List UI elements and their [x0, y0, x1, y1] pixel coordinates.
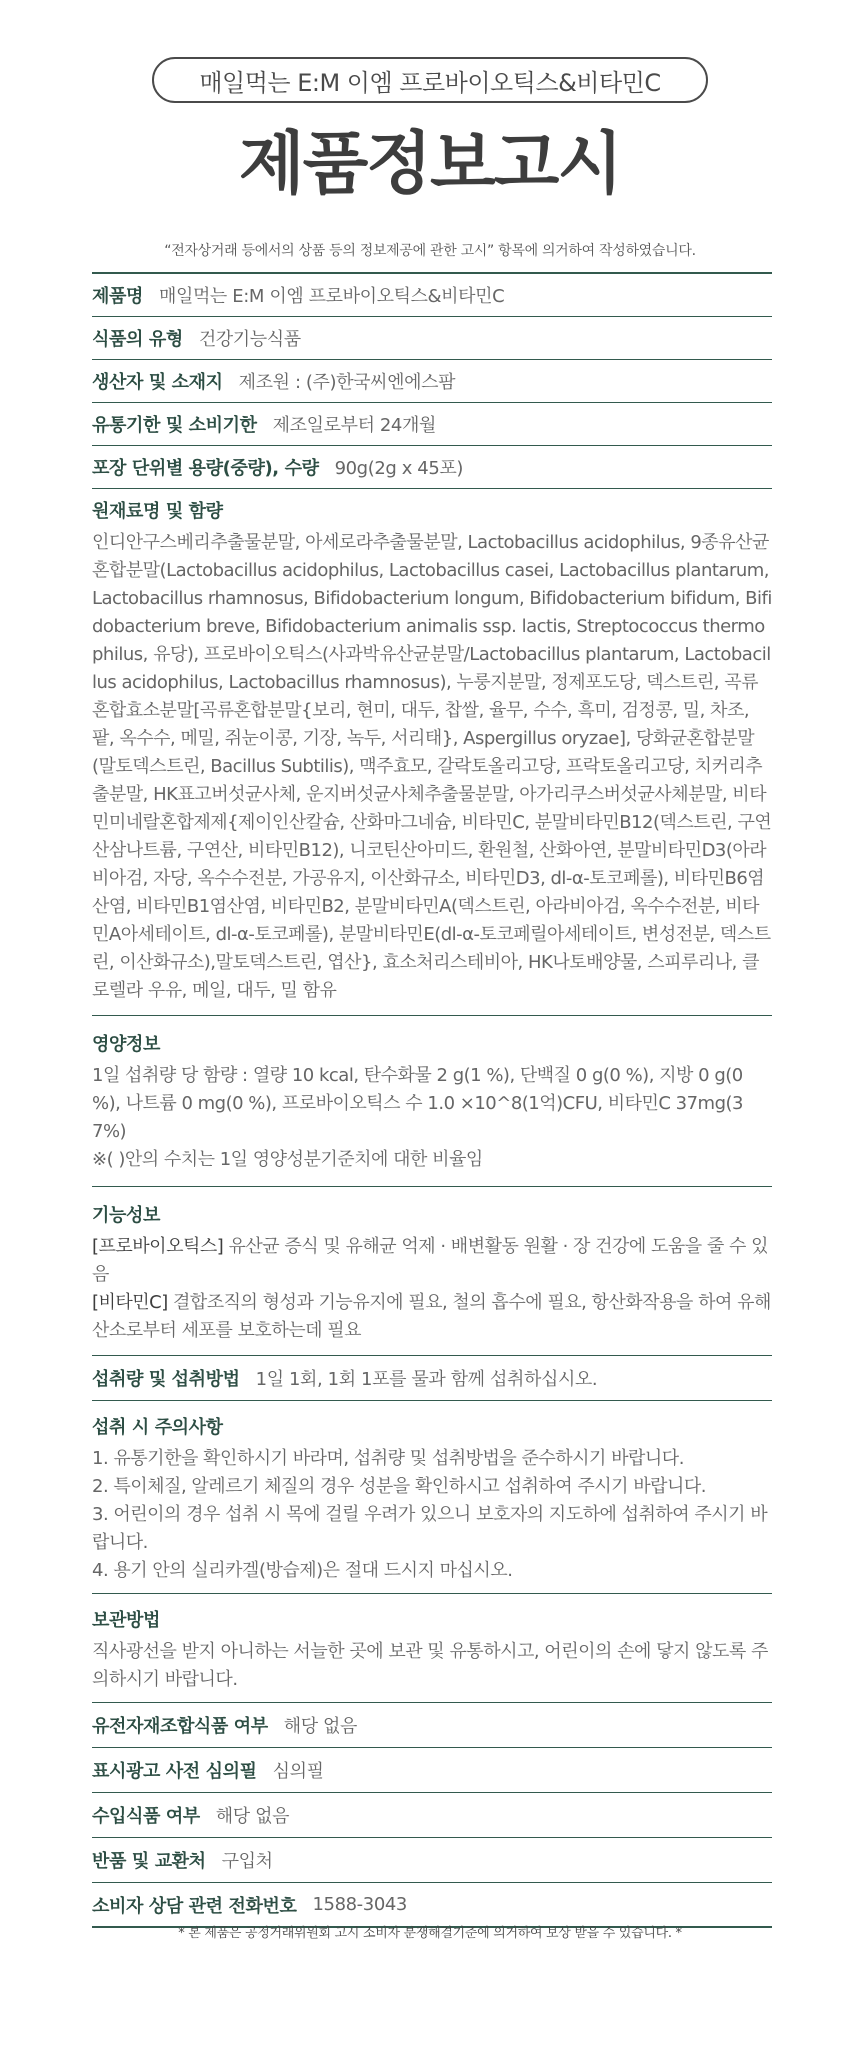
row-value: 해당 없음 [215, 1806, 290, 1827]
row-value: 제조원 : (주)한국씨엔에스팜 [238, 372, 456, 393]
row-value: 1588-3043 [312, 1894, 407, 1915]
function-text: 유산균 증식 및 유해균 억제 · 배변활동 원활 · 장 건강에 도움을 줄 수 있음 [92, 1236, 769, 1285]
storage-text: 직사광선을 받지 아니하는 서늘한 곳에 보관 및 유통하시고, 어린이의 손에 닿지 않도록 주의하시기 바랍니다. [92, 1641, 768, 1690]
row-value: 매일먹는 E:M 이엠 프로바이오틱스&비타민C [158, 286, 505, 307]
row-label: 유전자재조합식품 여부 [92, 1716, 268, 1737]
caution-list [92, 1445, 772, 1585]
nutrition-values: 1일 섭취량 당 함량 : 열량 10 kcal, 탄수화물 2 g(1 %), 단백질 0 g(0 %), 지방 0 g(0 %), 나트륨 0 mg(0 %), 프로바이오틱스 수 1.0 ×10^8(1억)CFU, 비타민C 37mg(37%) [92, 1065, 743, 1142]
row-nutrition [92, 1016, 772, 1187]
row-label: 표시광고 사전 심의필 [92, 1761, 257, 1782]
product-name-pill [152, 57, 708, 103]
row-value: 해당 없음 [283, 1716, 358, 1737]
row-product-name [92, 274, 772, 317]
caution-item: 4. 용기 안의 실리카겔(방습제)은 절대 드시지 마십시오. [92, 1560, 513, 1581]
row-intake [92, 1356, 772, 1401]
row-ad-review [92, 1748, 772, 1793]
caution-item: 3. 어린이의 경우 섭취 시 목에 걸릴 우려가 있으니 보호자의 지도하에 섭취하여 주시기 바랍니다. [92, 1504, 768, 1553]
compensation-footnote: * 본 제품은 공정거래위원회 고시 소비자 분쟁해결기준에 의거하여 보상 받을 수 있습니다. * [178, 1926, 682, 1941]
row-label: 영양정보 [92, 1034, 160, 1055]
row-value: 1일 1회, 1회 1포를 물과 함께 섭취하십시오. [255, 1369, 598, 1390]
row-label: 소비자 상담 관련 전화번호 [92, 1895, 297, 1917]
row-label: 수입식품 여부 [92, 1806, 200, 1827]
function-tag: [프로바이오틱스] [92, 1236, 224, 1257]
page-title: 제품정보고시 [238, 125, 622, 204]
function-item-vitamin-c [92, 1289, 772, 1345]
row-value: 구입처 [221, 1851, 273, 1872]
row-label: 포장 단위별 용량(중량), 수량 [92, 458, 319, 479]
function-item-probiotics [92, 1233, 772, 1289]
row-ingredients [92, 489, 772, 1016]
function-tag: [비타민C] [92, 1292, 168, 1313]
row-label: 보관방법 [92, 1610, 160, 1631]
intro-note: “전자상거래 등에서의 상품 등의 정보제공에 관한 고시” 항목에 의거하여 작성하였습니다. [164, 243, 696, 259]
caution-item: 1. 유통기한을 확인하시기 바라며, 섭취량 및 섭취방법을 준수하시기 바랍니다. [92, 1448, 684, 1469]
nutrition-note: ※( )안의 수치는 1일 영양성분기준치에 대한 비율임 [92, 1149, 483, 1170]
row-value: 건강기능식품 [198, 329, 301, 350]
row-label: 섭취량 및 섭취방법 [92, 1369, 240, 1390]
row-label: 식품의 유형 [92, 329, 183, 350]
row-caution [92, 1401, 772, 1594]
product-name-pill-text: 매일먹는 E:M 이엠 프로바이오틱스&비타민C [199, 68, 661, 97]
ingredients-text: 인디안구스베리추출물분말, 아세로라추출물분말, Lactobacillus acidophilus, 9종유산균혼합분말(Lactobacillus acidophilus, Lactobacillus casei, Lactobacillus plantarum, Lactobacillus rhamnosus, Bifidobacterium longum, Bifidobacterium bifidum, Bifidobacterium breve, Bifidobacterium animalis ssp. lactis, Streptococcus thermophilus, 유당), 프로바이오틱스(사과박유산균분말/Lactobacillus plantarum, Lactobacillus acidophilus, Lactobacillus rhamnosus), 누룽지분말, 정제포도당, 덱스트린, 곡류혼합효소분말[곡류혼합분말{보리, 현미, 대두, 찹쌀, 율무, 수수, 흑미, 검정콩, 밀, 차조, 팥, 옥수수, 메밀, 쥐눈이콩, 기장, 녹두, 서리태}, Aspergillus oryzae], 당화균혼합분말(말토덱스트린, Bacillus Subtilis), 맥주효모, 갈락토올리고당, 프락토올리고당, 치커리추출분말, HK표고버섯균사체, 운지버섯균사체추출물분말, 아가리쿠스버섯균사체분말, 비타민미네랄혼합제제{제이인산칼슘, 산화마그네슘, 비타민C, 분말비타민B12(덱스트린, 구연산삼나트륨, 구연산, 비타민B12), 니코틴산아미드, 환원철, 산화아연, 분말비타민D3(아라비아검, 자당, 옥수수전분, 가공유지, 이산화규소, 비타민D3, dl-α-토코페롤), 비타민B6염산염, 비타민B1염산염, 비타민B2, 분말비타민A(덱스트린, 아라비아검, 옥수수전분, 비타민A아세테이트, dl-α-토코페롤), 분말비타민E(dl-α-토코페릴아세테이트, 변성전분, 덱스트린, 이산화규소),말토덱스트린, 엽산}, 효소처리스테비아, HK나토배양물, 스피루리나, 클로렐라 우유, 메일, 대두, 밀 함유 [92, 532, 772, 1001]
row-returns [92, 1838, 772, 1883]
row-value: 제조일로부터 24개월 [272, 415, 436, 436]
info-table [92, 272, 772, 1928]
row-gmo [92, 1703, 772, 1748]
nutrition-body [92, 1062, 772, 1174]
row-label: 기능성보 [92, 1205, 160, 1226]
row-label: 생산자 및 소재지 [92, 372, 223, 393]
row-expiry [92, 403, 772, 446]
row-label: 반품 및 교환처 [92, 1851, 206, 1872]
row-label: 제품명 [92, 286, 143, 307]
function-text: 결합조직의 형성과 기능유지에 필요, 철의 흡수에 필요, 항산화작용을 하여 유해산소로부터 세포를 보호하는데 필요 [92, 1292, 771, 1341]
function-body [92, 1233, 772, 1345]
row-storage [92, 1594, 772, 1703]
row-producer [92, 360, 772, 403]
row-value: 90g(2g x 45포) [334, 458, 464, 479]
row-value: 심의필 [272, 1761, 324, 1782]
row-imported [92, 1793, 772, 1838]
row-label: 섭취 시 주의사항 [92, 1417, 223, 1438]
row-package [92, 446, 772, 489]
row-label: 원재료명 및 함량 [92, 501, 223, 522]
caution-item: 2. 특이체질, 알레르기 체질의 경우 성분을 확인하시고 섭취하여 주시기 바랍니다. [92, 1476, 707, 1497]
row-label: 유통기한 및 소비기한 [92, 415, 257, 436]
row-food-type [92, 317, 772, 360]
row-function [92, 1187, 772, 1356]
